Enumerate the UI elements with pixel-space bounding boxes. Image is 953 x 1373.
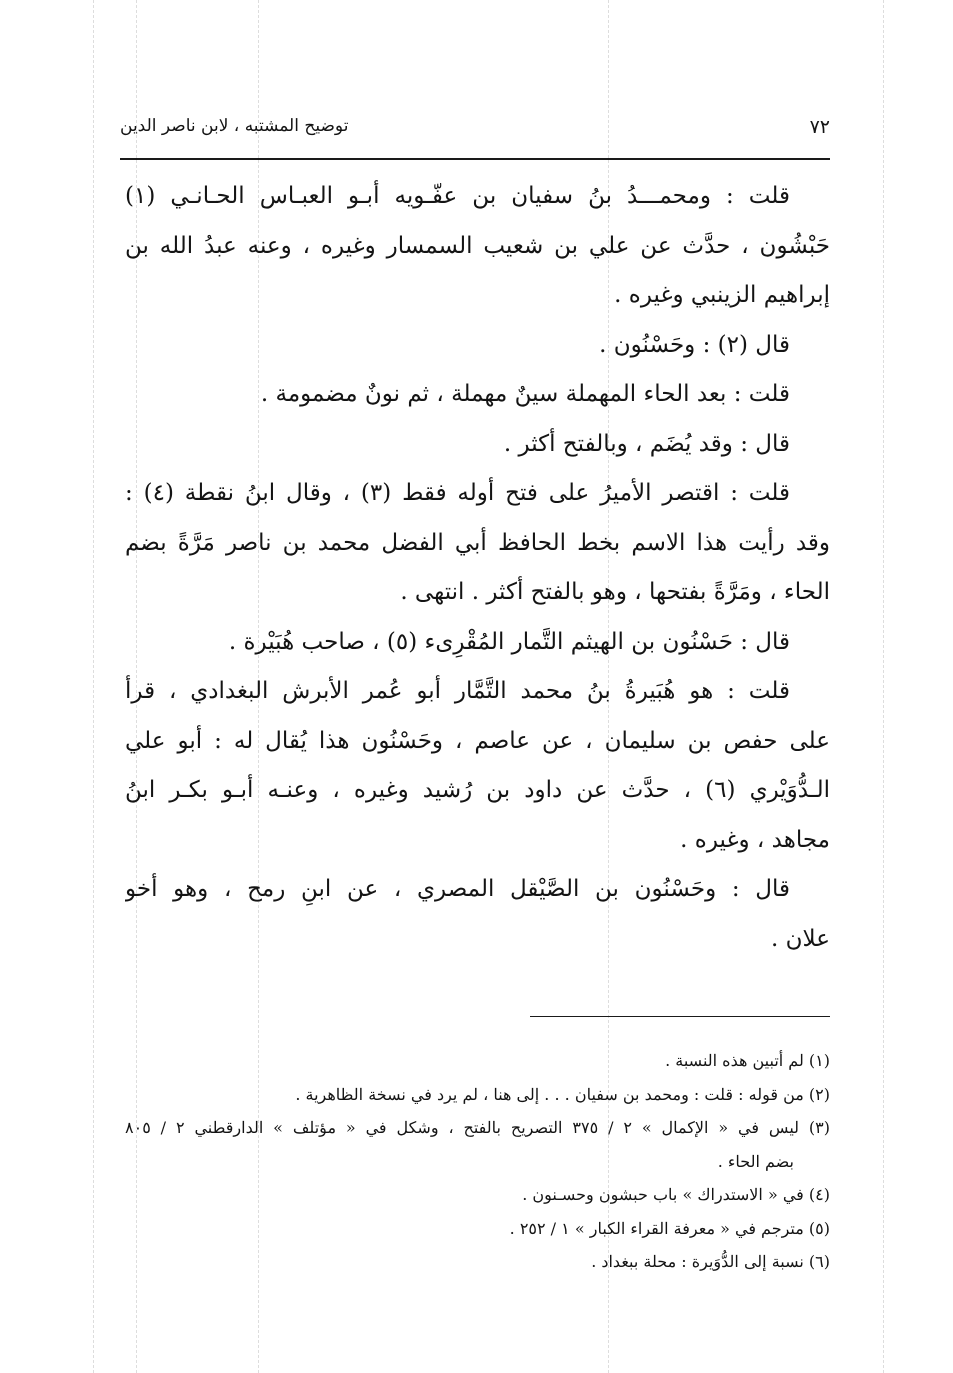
text-line: علان .	[771, 925, 830, 952]
scan-streak	[883, 0, 884, 1373]
page-number: ٧٢	[809, 116, 830, 138]
text-line: قلت : هو هُبَيرةُ بنُ محمد التَّمَّار أبو عُمر الأبرش البغدادي ، قرأ	[125, 678, 790, 704]
running-title: توضيح المشتبه ، لابن ناصر الدين	[120, 116, 349, 136]
text-line: على حفص بن سليمان ، عن عاصم ، وحَسْنُون هذا يُقال له : أبو علي	[125, 727, 830, 754]
footnote-line: بضم الحاء .	[717, 1151, 794, 1171]
text-line: إبراهيم الزينبي وغيره .	[614, 282, 830, 308]
page-header	[120, 112, 830, 152]
text-line: الحاء ، ومَرَّةً بفتحها ، وهو بالفتح أكثر . انتهى .	[400, 579, 830, 605]
header-rule	[120, 158, 830, 160]
scan-streak	[93, 0, 94, 1373]
text-line: الـدُّوَيْري (٦) ، حدَّث عن داود بن رُشيد وغيره ، وعنـه أبـو بكـر ابنُ	[125, 777, 830, 803]
footnote-line: (٥) مترجم في « معرفة القراء الكبار » ١ / ٢٥٢ .	[509, 1218, 830, 1238]
text-line: حَبْشُون ، حدَّث عن علي بن شعيب السمسار وغيره ، وعنه عبدُ الله بن	[125, 232, 830, 259]
text-line: قال : وقد يُضَم ، وبالفتح أكثر .	[503, 430, 790, 457]
text-line: قلت : بعد الحاء المهملة سينٌ مهملة ، ثم نونٌ مضمومة .	[260, 381, 790, 407]
main-text	[125, 172, 830, 964]
text-line: مجاهد ، وغيره .	[680, 826, 830, 853]
text-line: قال (٢) : وحَسْنُون .	[599, 331, 790, 358]
footnote-line: (٦) نسبة إلى الدُّوَيرة : محلة ببغداد .	[591, 1252, 830, 1271]
footnote-line: (٤) في « الاستدراك » باب حبشون وحسـنون .	[522, 1185, 830, 1204]
text-line: قلت : اقتصر الأميرُ على فتح أوله فقط (٣) ، وقال ابنُ نقطة (٤) :	[125, 480, 790, 506]
footnotes	[125, 1044, 830, 1279]
text-line: قال : حَسْنُون بن الهيثم التَّمار المُقْرِىء (٥) ، صاحب هُبَيْرة .	[228, 628, 790, 655]
text-line: قلت : ومحمـــدُ بنُ سفيان بن عفّـويه أبـو العبـاس الحـانـي (١)	[125, 183, 790, 209]
text-line: قال : وحَسْنُون بن الصَّيْقل المصري ، عن ابنِ رمح ، وهو أخو	[125, 876, 790, 902]
text-line: وقد رأيت هذا الاسم بخط الحافظ أبي الفضل محمد بن ناصر مَرَّةً بضم	[125, 529, 830, 556]
footnote-line: (١) لم أتبين هذه النسبة .	[665, 1051, 830, 1070]
footnote-line: (٢) من قوله : قلت : ومحمد بن سفيان . . . إلى هنا ، لم يرد في نسخة الظاهرية .	[295, 1084, 830, 1104]
footnote-separator	[530, 1016, 830, 1017]
footnote-line: (٣) ليس في « الإكمال » ٢ / ٣٧٥ التصريح بالفتح ، وشكل في « مؤتلف » الدارقطني ٢ / ٨٠٥	[125, 1118, 830, 1137]
